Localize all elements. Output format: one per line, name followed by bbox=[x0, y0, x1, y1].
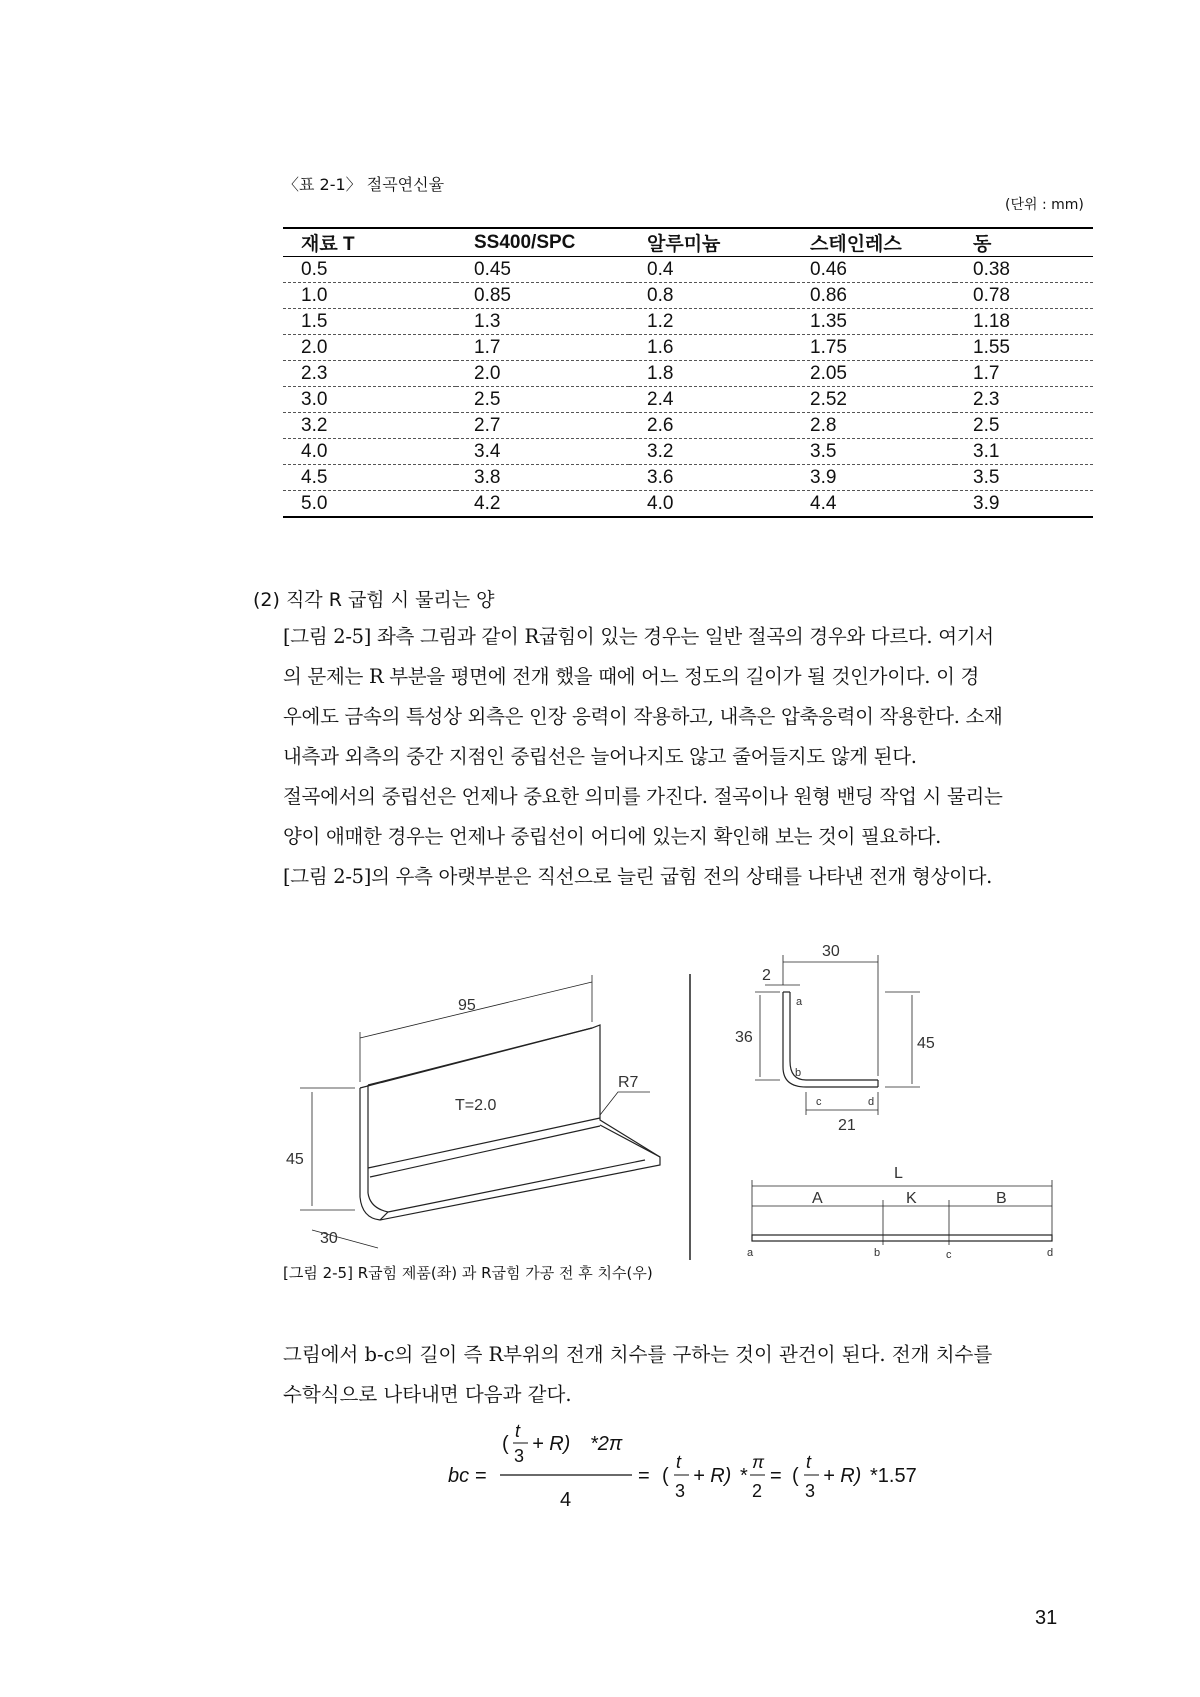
point-b-label: b bbox=[795, 1067, 802, 1079]
elongation-table bbox=[283, 227, 1093, 518]
flat-point-c-label: c bbox=[946, 1249, 952, 1261]
table-cell: 1.35 bbox=[792, 309, 955, 335]
paragraph-line: [그림 2-5] 좌측 그림과 같이 R굽힘이 있는 경우는 일반 절곡의 경우와 다르다. 여기서 bbox=[283, 625, 994, 648]
table-cell: 0.86 bbox=[792, 283, 955, 309]
table-body bbox=[283, 257, 1093, 518]
table-caption: 〈표 2-1〉 절곡연신율 bbox=[283, 175, 445, 194]
page-number: 31 bbox=[1035, 1607, 1058, 1629]
formula-t: t bbox=[806, 1452, 812, 1472]
table-cell: 2.5 bbox=[456, 387, 629, 413]
flat-point-d-label: d bbox=[1047, 1247, 1054, 1259]
formula-four: 4 bbox=[560, 1489, 572, 1511]
table-cell: 4.0 bbox=[283, 439, 456, 465]
paragraph-line: 수학식으로 나타내면 다음과 같다. bbox=[283, 1383, 572, 1406]
table-cell: 2.05 bbox=[792, 361, 955, 387]
dim-length-label: 95 bbox=[458, 997, 476, 1014]
table-cell: 1.2 bbox=[629, 309, 792, 335]
table-row bbox=[283, 257, 1093, 283]
table-header-cell: 알루미늄 bbox=[629, 228, 792, 257]
table-cell: 1.3 bbox=[456, 309, 629, 335]
paragraph-line: 그림에서 b-c의 길이 즉 R부위의 전개 치수를 구하는 것이 관건이 된다. 전개 치수를 bbox=[283, 1343, 993, 1366]
paragraph-line: 우에도 금속의 특성상 외측은 인장 응력이 작용하고, 내측은 압축응력이 작용한다. 소재 bbox=[283, 705, 1003, 728]
formula-eq: = bbox=[638, 1465, 650, 1487]
table-header-cell: 스테인레스 bbox=[792, 228, 955, 257]
dim-bottom-label: 21 bbox=[838, 1117, 856, 1134]
table-row bbox=[283, 361, 1093, 387]
table-row bbox=[283, 439, 1093, 465]
formula-intro bbox=[283, 1335, 992, 1415]
dim-top-label: 30 bbox=[822, 943, 840, 960]
formula-eq: = bbox=[475, 1465, 487, 1487]
table-cell: 3.5 bbox=[792, 439, 955, 465]
table-cell: 3.5 bbox=[955, 465, 1093, 491]
point-a-label: a bbox=[796, 996, 803, 1008]
formula-eq: = bbox=[770, 1465, 782, 1487]
table-cell: 4.0 bbox=[629, 491, 792, 518]
table-cell: 1.7 bbox=[456, 335, 629, 361]
table-row bbox=[283, 491, 1093, 518]
table-cell: 2.5 bbox=[955, 413, 1093, 439]
point-d-label: d bbox=[868, 1096, 875, 1108]
formula-times-2pi: *2π bbox=[590, 1433, 623, 1455]
formula-open: ( bbox=[792, 1465, 799, 1487]
paragraph-line: 절곡에서의 중립선은 언제나 중요한 의미를 가진다. 절곡이나 원형 밴딩 작업 시 물리는 bbox=[283, 785, 1003, 808]
thickness-label: T=2.0 bbox=[455, 1097, 497, 1114]
table-row bbox=[283, 335, 1093, 361]
bent-section-drawing bbox=[755, 955, 920, 1115]
table-header-row bbox=[283, 228, 1093, 257]
paragraph-line: 내측과 외측의 중간 지점인 중립선은 늘어나지도 않고 줄어들지도 않게 된다. bbox=[283, 745, 917, 768]
table-cell: 0.46 bbox=[792, 257, 955, 283]
table-cell: 2.6 bbox=[629, 413, 792, 439]
figure-2-5 bbox=[0, 930, 1200, 1270]
dim-height-label: 45 bbox=[286, 1151, 304, 1168]
table-header-cell: SS400/SPC bbox=[456, 228, 629, 257]
table-cell: 3.0 bbox=[283, 387, 456, 413]
bend-formula bbox=[440, 1420, 920, 1530]
point-c-label: c bbox=[816, 1096, 822, 1108]
table-cell: 2.8 bbox=[792, 413, 955, 439]
table-cell: 4.4 bbox=[792, 491, 955, 518]
table-cell: 3.9 bbox=[792, 465, 955, 491]
table-cell: 3.8 bbox=[456, 465, 629, 491]
developed-flat-labels bbox=[747, 1165, 1053, 1261]
formula-pi: π bbox=[752, 1452, 765, 1472]
dim-t-label: 2 bbox=[762, 967, 771, 984]
table-row bbox=[283, 465, 1093, 491]
segment-b-label: B bbox=[996, 1190, 1007, 1207]
formula-open: ( bbox=[662, 1465, 669, 1487]
paragraph-line: [그림 2-5]의 우측 아랫부분은 직선으로 늘린 굽힘 전의 상태를 나타낸 전개 형상이다. bbox=[283, 865, 993, 888]
table-cell: 2.3 bbox=[955, 387, 1093, 413]
formula-lhs: bc bbox=[448, 1465, 470, 1487]
table-cell: 2.0 bbox=[283, 335, 456, 361]
table-cell: 4.5 bbox=[283, 465, 456, 491]
formula-plus-r: + R) bbox=[823, 1465, 862, 1487]
table-cell: 1.18 bbox=[955, 309, 1093, 335]
table-cell: 3.9 bbox=[955, 491, 1093, 518]
formula-t: t bbox=[676, 1452, 682, 1472]
table-cell: 0.8 bbox=[629, 283, 792, 309]
segment-a-label: A bbox=[812, 1190, 823, 1207]
bent-section-labels bbox=[735, 943, 935, 1134]
table-row bbox=[283, 387, 1093, 413]
table-cell: 1.5 bbox=[283, 309, 456, 335]
table-cell: 0.85 bbox=[456, 283, 629, 309]
formula-plus-r: + R) bbox=[532, 1433, 571, 1455]
table-cell: 1.8 bbox=[629, 361, 792, 387]
table-header-cell: 재료 T bbox=[283, 228, 456, 257]
radius-label: R7 bbox=[618, 1074, 639, 1091]
table-cell: 1.6 bbox=[629, 335, 792, 361]
formula-two: 2 bbox=[752, 1481, 763, 1501]
section-body bbox=[283, 617, 1063, 897]
formula-times: * bbox=[740, 1465, 748, 1487]
formula-three: 3 bbox=[805, 1481, 816, 1501]
table-cell: 3.1 bbox=[955, 439, 1093, 465]
dim-left-label: 36 bbox=[735, 1029, 753, 1046]
flat-point-a-label: a bbox=[747, 1247, 754, 1259]
flat-point-b-label: b bbox=[874, 1247, 881, 1259]
table-cell: 3.2 bbox=[283, 413, 456, 439]
table-cell: 0.78 bbox=[955, 283, 1093, 309]
table-cell: 1.55 bbox=[955, 335, 1093, 361]
formula-three: 3 bbox=[514, 1446, 525, 1466]
paragraph-line: 양이 애매한 경우는 언제나 중립선이 어디에 있는지 확인해 보는 것이 필요하다. bbox=[283, 825, 942, 848]
table-cell: 1.7 bbox=[955, 361, 1093, 387]
table-row bbox=[283, 309, 1093, 335]
formula-open: ( bbox=[502, 1433, 509, 1455]
segment-k-label: K bbox=[906, 1190, 917, 1207]
section-heading: (2) 직각 R 굽힘 시 물리는 양 bbox=[253, 589, 495, 611]
developed-flat-drawing bbox=[752, 1180, 1052, 1245]
table-header-cell: 동 bbox=[955, 228, 1093, 257]
table-cell: 0.4 bbox=[629, 257, 792, 283]
table-cell: 0.38 bbox=[955, 257, 1093, 283]
table-cell: 1.0 bbox=[283, 283, 456, 309]
table-cell: 2.3 bbox=[283, 361, 456, 387]
paragraph-line: 의 문제는 R 부분을 평면에 전개 했을 때에 어느 정도의 길이가 될 것인가이다. 이 경 bbox=[283, 665, 980, 688]
table-cell: 3.2 bbox=[629, 439, 792, 465]
formula-plus-r: + R) bbox=[693, 1465, 732, 1487]
formula-tail: *1.57 bbox=[870, 1465, 917, 1487]
dim-right-label: 45 bbox=[917, 1035, 935, 1052]
table-cell: 2.0 bbox=[456, 361, 629, 387]
figure-caption: [그림 2-5] R굽힘 제품(좌) 과 R굽힘 가공 전 후 치수(우) bbox=[283, 1264, 653, 1282]
formula-three: 3 bbox=[675, 1481, 686, 1501]
table-cell: 2.52 bbox=[792, 387, 955, 413]
table-cell: 5.0 bbox=[283, 491, 456, 518]
table-cell: 0.5 bbox=[283, 257, 456, 283]
bent-part-labels bbox=[286, 997, 639, 1247]
table-cell: 2.4 bbox=[629, 387, 792, 413]
table-cell: 2.7 bbox=[456, 413, 629, 439]
dim-width-label: 30 bbox=[320, 1230, 338, 1247]
table-row bbox=[283, 413, 1093, 439]
table-unit: (단위 : mm) bbox=[1005, 197, 1084, 213]
table-cell: 3.6 bbox=[629, 465, 792, 491]
table-cell: 4.2 bbox=[456, 491, 629, 518]
formula-t: t bbox=[515, 1421, 521, 1441]
table-row bbox=[283, 283, 1093, 309]
total-length-label: L bbox=[894, 1165, 903, 1182]
table-cell: 3.4 bbox=[456, 439, 629, 465]
table-cell: 0.45 bbox=[456, 257, 629, 283]
table-cell: 1.75 bbox=[792, 335, 955, 361]
